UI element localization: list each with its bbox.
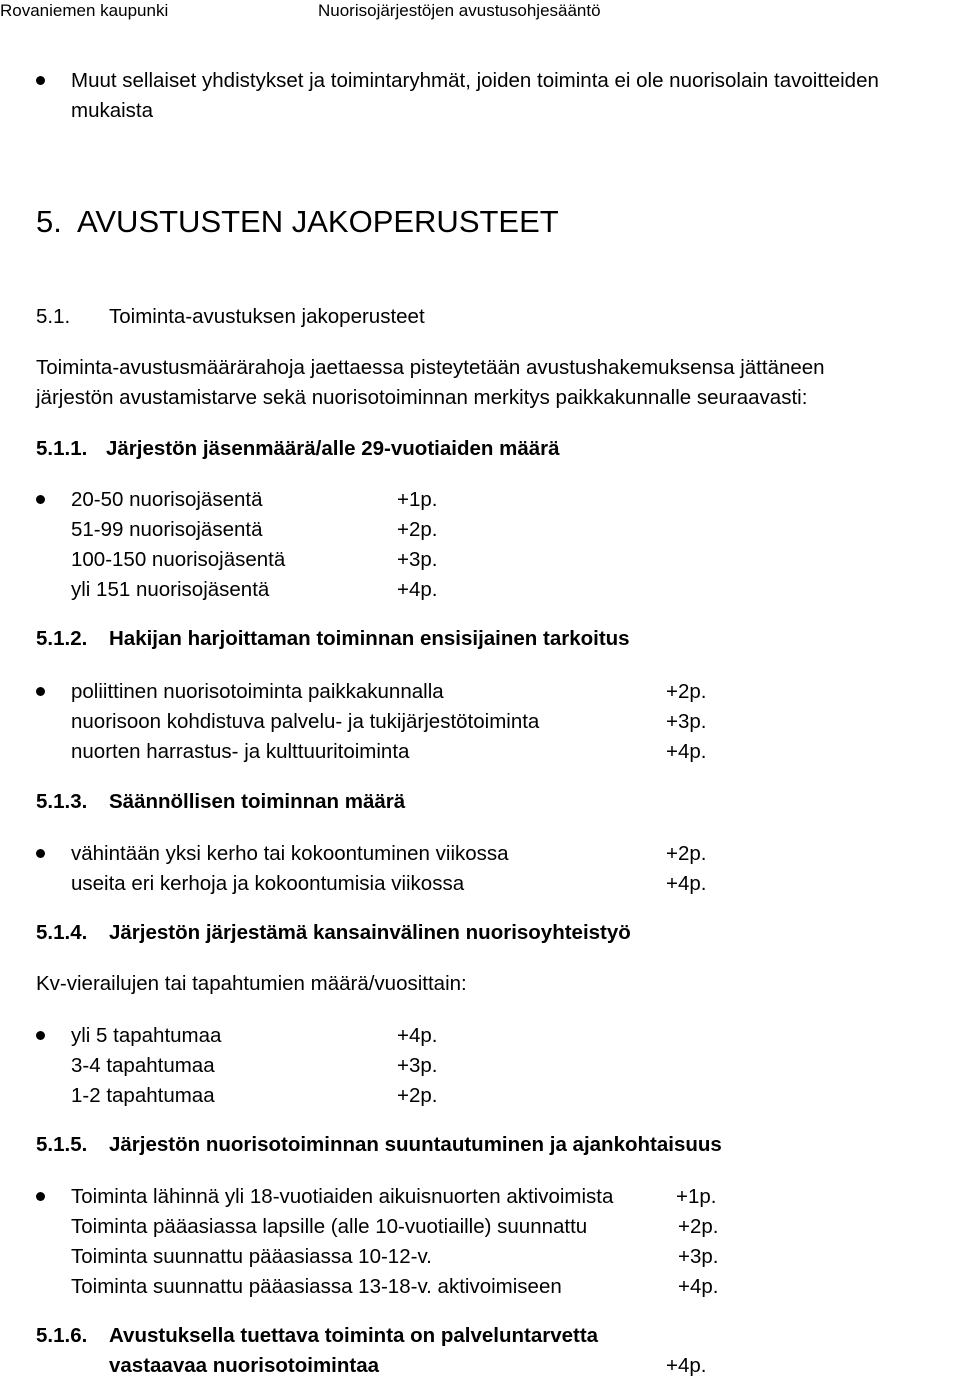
list-item-points: +2p. <box>397 1084 438 1107</box>
subsection-title: Hakijan harjoittaman toiminnan ensisijainen tarkoitus <box>109 627 630 650</box>
subsection-title: Järjestön jäsenmäärä/alle 29-vuotiaiden määrä <box>106 437 560 460</box>
list-item-points: +2p. <box>397 518 438 541</box>
header-organization: Rovaniemen kaupunki <box>0 1 169 20</box>
subsection-number: 5.1.2. <box>36 627 88 650</box>
subsection-number: 5.1.1. <box>36 437 88 460</box>
list-item-label: 100-150 nuorisojäsentä <box>71 548 286 571</box>
list-item-label: vähintään yksi kerho tai kokoontuminen viikossa <box>71 842 509 865</box>
chapter-number: 5. <box>36 204 62 239</box>
section-number: 5.1. <box>36 305 71 328</box>
list-item-points: +2p. <box>678 1215 719 1238</box>
section-title: Toiminta-avustuksen jakoperusteet <box>109 305 425 328</box>
list-item-points: +3p. <box>397 1054 438 1077</box>
list-item-label: nuorisoon kohdistuva palvelu- ja tukijärjestötoiminta <box>71 710 540 733</box>
subsection-number: 5.1.6. <box>36 1324 88 1347</box>
bullet-icon <box>36 1192 45 1201</box>
list-item-points: +2p. <box>666 842 707 865</box>
subsection-number: 5.1.5. <box>36 1133 88 1156</box>
list-item-label: poliittinen nuorisotoiminta paikkakunnalla <box>71 680 444 703</box>
list-item-label: useita eri kerhoja ja kokoontumisia viikossa <box>71 872 465 895</box>
list-item-label: 1-2 tapahtumaa <box>71 1084 215 1107</box>
section-paragraph-line2: järjestön avustamistarve sekä nuorisotoiminnan merkitys paikkakunnalle seuraavasti: <box>36 386 808 409</box>
section-paragraph-line1: Toiminta-avustusmäärärahoja jaettaessa pisteytetään avustushakemuksensa jättäneen <box>36 356 825 379</box>
subsection-subheading: Kv-vierailujen tai tapahtumien määrä/vuosittain: <box>36 972 467 995</box>
list-item-points: +2p. <box>666 680 707 703</box>
list-item-points: +4p. <box>397 578 438 601</box>
intro-text-line2: mukaista <box>71 99 154 122</box>
list-item-label: Toiminta pääasiassa lapsille (alle 10-vuotiaille) suunnattu <box>71 1215 588 1238</box>
list-item-label: yli 5 tapahtumaa <box>71 1024 222 1047</box>
list-item-label: 3-4 tapahtumaa <box>71 1054 215 1077</box>
list-item-points: +1p. <box>397 488 438 511</box>
bullet-icon <box>36 687 45 696</box>
subsection-number: 5.1.4. <box>36 921 88 944</box>
list-item-points: +3p. <box>397 548 438 571</box>
list-item-points: +4p. <box>666 740 707 763</box>
subsection-title-line1: Avustuksella tuettava toiminta on palveluntarvetta <box>109 1324 599 1347</box>
bullet-icon <box>36 849 45 858</box>
subsection-title: Järjestön järjestämä kansainvälinen nuorisoyhteistyö <box>109 921 631 944</box>
list-item-label: Toiminta suunnattu pääasiassa 10-12-v. <box>71 1245 432 1268</box>
chapter-title: AVUSTUSTEN JAKOPERUSTEET <box>77 204 559 239</box>
subsection-number: 5.1.3. <box>36 790 88 813</box>
list-item-points: +4p. <box>666 872 707 895</box>
list-item-label: yli 151 nuorisojäsentä <box>71 578 270 601</box>
list-item-points: +3p. <box>666 710 707 733</box>
bullet-icon <box>36 1031 45 1040</box>
subsection-title-line2: vastaavaa nuorisotoimintaa <box>109 1354 380 1377</box>
header-document-title: Nuorisojärjestöjen avustusohjesääntö <box>318 1 601 20</box>
list-item-label: Toiminta suunnattu pääasiassa 13-18-v. aktivoimiseen <box>71 1275 562 1298</box>
list-item-label: 51-99 nuorisojäsentä <box>71 518 263 541</box>
list-item-points: +4p. <box>678 1275 719 1298</box>
list-item-label: 20-50 nuorisojäsentä <box>71 488 263 511</box>
bullet-icon <box>36 76 45 85</box>
intro-text-line1: Muut sellaiset yhdistykset ja toimintaryhmät, joiden toiminta ei ole nuorisolain tavoitteiden <box>71 69 879 92</box>
list-item-points: +3p. <box>678 1245 719 1268</box>
list-item-label: nuorten harrastus- ja kulttuuritoiminta <box>71 740 410 763</box>
bullet-icon <box>36 495 45 504</box>
subsection-title: Järjestön nuorisotoiminnan suuntautuminen ja ajankohtaisuus <box>109 1133 722 1156</box>
list-item-points: +4p. <box>666 1354 707 1377</box>
subsection-title: Säännöllisen toiminnan määrä <box>109 790 406 813</box>
list-item-points: +4p. <box>397 1024 438 1047</box>
list-item-points: +1p. <box>676 1185 717 1208</box>
list-item-label: Toiminta lähinnä yli 18-vuotiaiden aikuisnuorten aktivoimista <box>71 1185 614 1208</box>
